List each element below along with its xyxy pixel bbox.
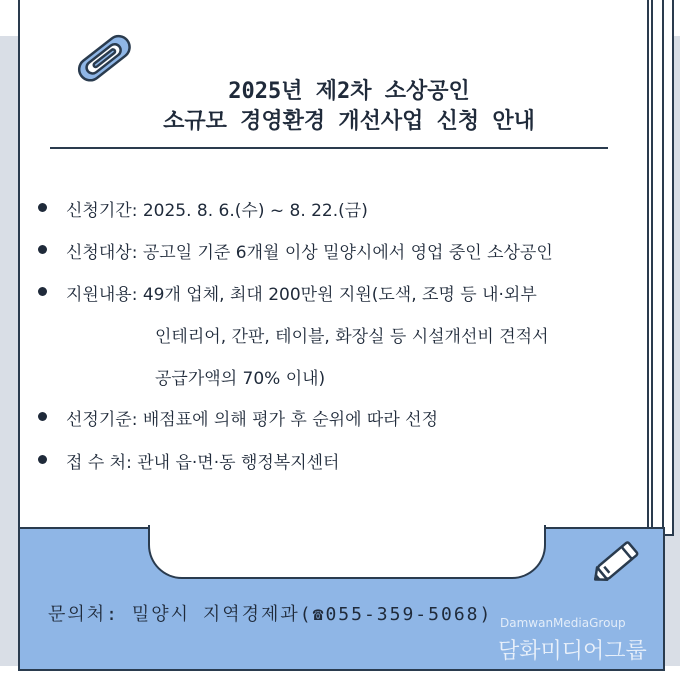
list-item-criteria: 선정기준: 배점표에 의해 평가 후 순위에 따라 선정 (66, 410, 439, 430)
list-item-target: 신청대상: 공고일 기준 6개월 이상 밀양시에서 영업 중인 소상공인 (66, 243, 553, 263)
pen-icon (588, 536, 644, 588)
bullet-icon (38, 412, 47, 421)
item-label: 접 수 처 (66, 453, 127, 473)
item-value: 49개 업체, 최대 200만원 지원(도색, 조명 등 내·외부 (142, 285, 537, 305)
list-item-support: 지원내용: 49개 업체, 최대 200만원 지원(도색, 조명 등 내·외부 (66, 285, 537, 305)
bullet-icon (38, 245, 47, 254)
list-item-period: 신청기간: 2025. 8. 6.(수) ~ 8. 22.(금) (66, 201, 368, 221)
item-label: 지원내용 (66, 285, 132, 305)
title-divider (50, 147, 608, 149)
item-value: 2025. 8. 6.(수) ~ 8. 22.(금) (142, 201, 368, 221)
page-title-line-2: 소규모 경영환경 개선사업 신청 안내 (163, 109, 535, 134)
list-item-support-continuation: 인테리어, 간판, 테이블, 화장실 등 시설개선비 견적서 (155, 327, 549, 347)
bullet-icon (38, 455, 47, 464)
item-value: 공고일 기준 6개월 이상 밀양시에서 영업 중인 소상공인 (142, 243, 553, 263)
watermark-korean: 담화미디어그룹 (498, 639, 647, 664)
footer-tab (148, 525, 546, 579)
item-label: 신청대상 (66, 243, 132, 263)
list-item-reception: 접 수 처: 관내 읍·면·동 행정복지센터 (66, 453, 340, 473)
bullet-icon (38, 287, 47, 296)
watermark-english: DamwanMediaGroup (500, 616, 626, 630)
list-item-support-continuation: 공급가액의 70% 이내) (155, 369, 326, 389)
item-value: 관내 읍·면·동 행정복지센터 (137, 453, 340, 473)
page-title-line-1: 2025년 제2차 소상공인 (228, 79, 470, 104)
item-label: 선정기준 (66, 410, 132, 430)
item-value: 배점표에 의해 평가 후 순위에 따라 선정 (142, 410, 439, 430)
contact-info: 문의처: 밀양시 지역경제과(☎055-359-5068) (48, 604, 493, 625)
bullet-icon (38, 203, 47, 212)
item-label: 신청기간 (66, 201, 132, 221)
